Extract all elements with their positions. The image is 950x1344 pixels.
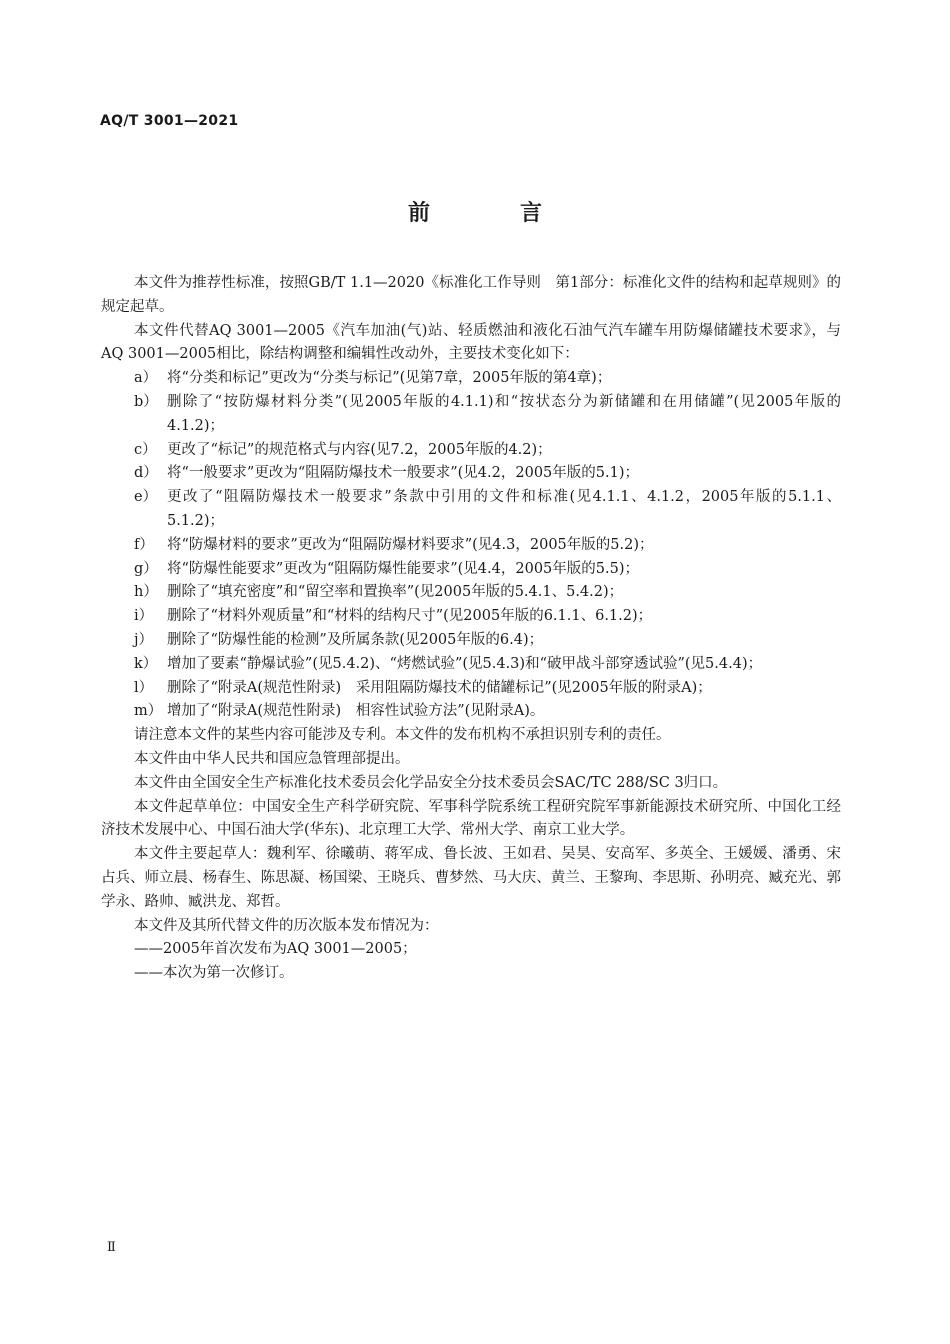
list-item: [101, 605, 841, 629]
list-item: [101, 534, 841, 558]
list-item: [101, 677, 841, 701]
list-item-label: i）: [134, 608, 154, 625]
list-item-text: 增加了“附录A(规范性附录) 相容性试验方法”(见附录A)。: [167, 703, 545, 720]
list-item-label: e）: [134, 489, 158, 506]
list-item-text: 将“分类和标记”更改为“分类与标记”(见第7章，2005年版的第4章)；: [167, 370, 612, 387]
list-item-text: 将“一般要求”更改为“阻隔防爆技术一般要求”(见4.2，2005年版的5.1)；: [167, 465, 639, 482]
paragraph-proposer: 本文件由中华人民共和国应急管理部提出。: [134, 750, 410, 767]
history-item: ——本次为第一次修订。: [134, 965, 294, 982]
list-item: [101, 391, 841, 439]
preface-body: [101, 272, 841, 986]
list-item-text: 将“防爆材料的要求”更改为“阻隔防爆材料要求”(见4.3，2005年版的5.2)；: [167, 536, 654, 553]
list-item: [101, 486, 841, 534]
paragraph-drafters: 本文件主要起草人：魏利军、徐曦萌、蒋军成、鲁长波、王如君、吴昊、安高军、多英全、王媛媛、潘勇、宋占兵、师立晨、杨春生、陈思凝、杨国梁、王晓兵、曹梦然、马大庆、黄兰、王黎珣、李思斯、孙明亮、臧充光、郭学永、路帅、臧洪龙、郑哲。: [101, 846, 841, 910]
standard-code: AQ/T 3001—2021: [100, 113, 239, 129]
paragraph-replacement: 本文件代替AQ 3001—2005《汽车加油(气)站、轻质燃油和液化石油气汽车罐车用防爆储罐技术要求》，与AQ 3001—2005相比，除结构调整和编辑性改动外，主要技术变化如下：: [101, 322, 841, 363]
list-item: [101, 653, 841, 677]
list-item-text: 更改了“标记”的规范格式与内容(见7.2，2005年版的4.2)；: [167, 441, 552, 458]
list-item: [101, 629, 841, 653]
paragraph-drafting-units: 本文件起草单位：中国安全生产科学研究院、军事科学院系统工程研究院军事新能源技术研究所、中国化工经济技术发展中心、中国石油大学(华东)、北京理工大学、常州大学、南京工业大学。: [101, 798, 841, 839]
list-item-label: m）: [134, 703, 163, 720]
list-item-label: f）: [134, 536, 154, 553]
list-item-label: h）: [134, 584, 158, 601]
list-item: [101, 581, 841, 605]
list-item-text: 删除了“防爆性能的检测”及所属条款(见2005年版的6.4)；: [167, 631, 544, 648]
list-item-label: l）: [134, 679, 154, 696]
paragraph-standard-basis: 本文件为推荐性标准，按照GB/T 1.1—2020《标准化工作导则 第1部分：标准化文件的结构和起草规则》的规定起草。: [101, 275, 841, 315]
list-item-text: 将“防爆性能要求”更改为“阻隔防爆性能要求”(见4.4，2005年版的5.5)；: [167, 560, 639, 577]
changes-list: [101, 367, 841, 724]
list-item-text: 删除了“填充密度”和“留空率和置换率”(见2005年版的5.4.1、5.4.2)；: [167, 584, 624, 601]
page-number: Ⅱ: [107, 1240, 116, 1255]
list-item-text: 更改了“阻隔防爆技术一般要求”条款中引用的文件和标准(见4.1.1、4.1.2，2005年版的5.1.1、5.1.2)；: [167, 489, 841, 529]
page-title: 前 言: [407, 201, 576, 226]
paragraph-patent-notice: 请注意本文件的某些内容可能涉及专利。本文件的发布机构不承担识别专利的责任。: [134, 727, 671, 744]
list-item-label: b）: [134, 393, 158, 410]
list-item-text: 增加了要素“静爆试验”(见5.4.2)、“烤燃试验”(见5.4.3)和“破甲战斗部穿透试验”(见5.4.4)；: [167, 655, 763, 672]
list-item-text: 删除了“附录A(规范性附录) 采用阻隔防爆技术的储罐标记”(见2005年版的附录A)；: [167, 679, 712, 696]
list-item-label: c）: [134, 441, 157, 458]
list-item: [101, 439, 841, 463]
list-item-label: a）: [134, 370, 158, 387]
list-item: [101, 558, 841, 582]
list-item-text: 删除了“按防爆材料分类”(见2005年版的4.1.1)和“按状态分为新储罐和在用储罐”(见2005年版的4.1.2)；: [167, 393, 841, 434]
list-item-label: g）: [134, 560, 158, 577]
list-item-label: d）: [134, 465, 158, 482]
list-item: [101, 462, 841, 486]
list-item-text: 删除了“材料外观质量”和“材料的结构尺寸”(见2005年版的6.1.1、6.1.2)；: [167, 608, 653, 625]
list-item: [101, 367, 841, 391]
paragraph-history-intro: 本文件及其所代替文件的历次版本发布情况为：: [134, 917, 439, 934]
history-item: ——2005年首次发布为AQ 3001—2005；: [134, 941, 417, 958]
list-item-label: k）: [134, 655, 158, 672]
list-item: [101, 700, 841, 724]
list-item-label: j）: [134, 631, 153, 648]
paragraph-committee: 本文件由全国安全生产标准化技术委员会化学品安全分技术委员会SAC/TC 288/SC 3归口。: [134, 774, 728, 791]
